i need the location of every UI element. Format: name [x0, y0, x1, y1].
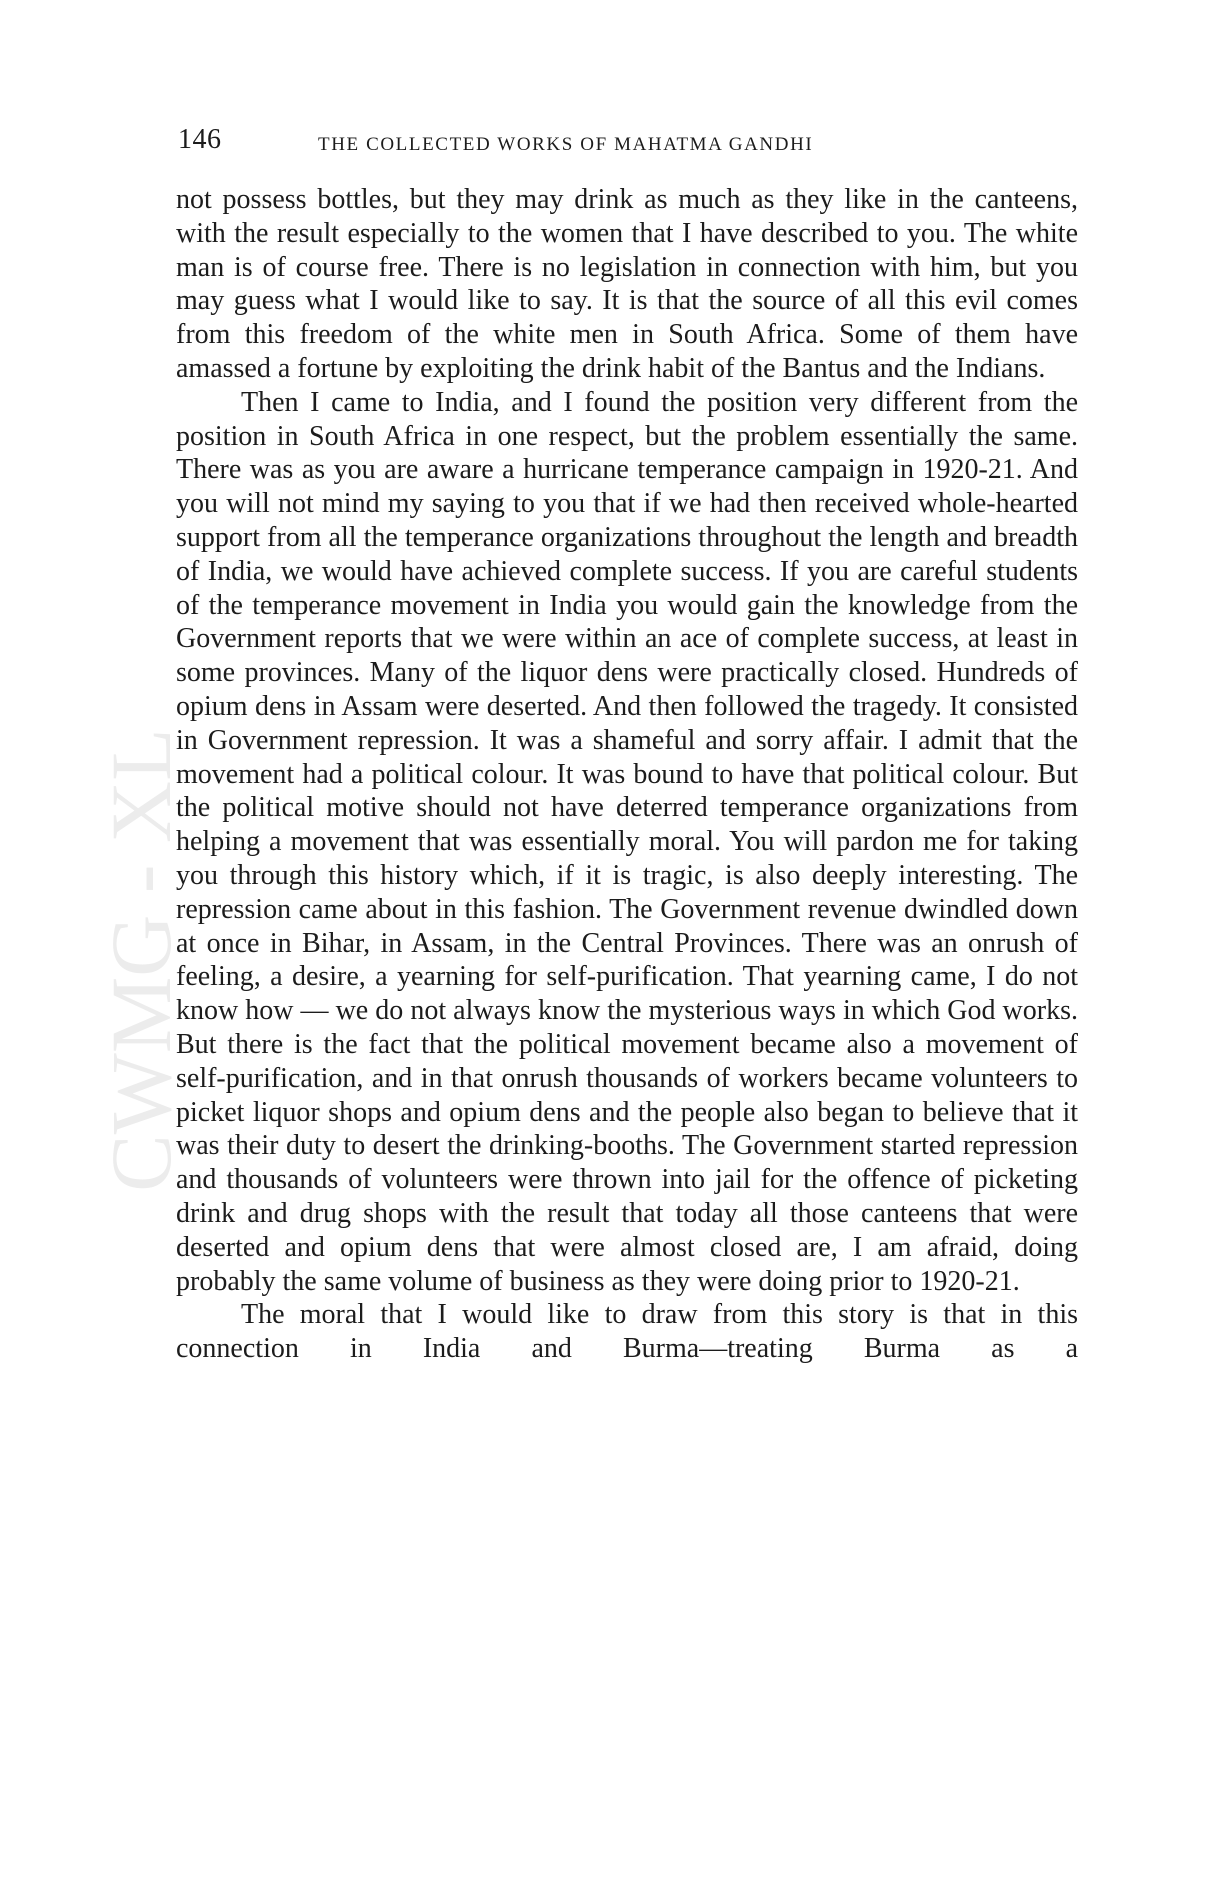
page-number: 146 — [178, 124, 222, 155]
paragraph-3: The moral that I would like to draw from this story is that in this connection in India and Burma—treating Burma as a — [176, 1299, 1078, 1365]
paragraph-1: not possess bottles, but they may drink as much as they like in the canteens, with the result especially to the women that I have described to you. The white man is of course free. There is no legislation in connection with him, but you may guess what I would like to say. It is that the source of all this evil comes from this freedom of the white men in South Africa. Some of them have amassed a fortune by exploiting the drink habit of the Bantus and the Indians. — [176, 184, 1078, 384]
body-text — [176, 183, 1078, 1366]
watermark-text: CWMG - XL — [93, 728, 189, 1192]
page-header — [178, 124, 1078, 164]
paragraph-2: Then I came to India, and I found the position very different from the position in South Africa in one respect, but the problem essentially the same. There was as you are aware a hurricane temperance campaign in 1920-21. And you will not mind my saying to you that if we had then received whole-hearted support from all the temperance organizations throughout the length and breadth of India, we would have achieved complete success. If you are careful students of the temperance movement in India you would gain the knowledge from the Government reports that we were within an ace of complete success, at least in some provinces. Many of the liquor dens were practically closed. Hundreds of opium dens in Assam were deserted. And then followed the tragedy. It consisted in Government repression. It was a shameful and sorry affair. I admit that the movement had a political colour. It was bound to have that political colour. But the political motive should not have deterred temperance organizations from helping a movement that was essentially moral. You will pardon me for taking you through this history which, if it is tragic, is also deeply interesting. The repression came about in this fashion. The Government revenue dwindled down at once in Bihar, in Assam, in the Central Provinces. There was an onrush of feeling, a desire, a yearning for self-purification. That yearning came, I do not know how — we do not always know the mysterious ways in which God works. But there is the fact that the political movement became also a movement of self-purification, and in that onrush thousands of workers became volunteers to picket liquor shops and opium dens and the people also began to believe that it was their duty to desert the drinking-booths. The Government started repression and thousands of volunteers were thrown into jail for the offence of picketing drink and drug shops with the result that today all those canteens that were deserted and opium dens that were almost closed are, I am afraid, doing probably the same volume of business as they were doing prior to 1920-21. — [176, 386, 1078, 1297]
running-head: THE COLLECTED WORKS OF MAHATMA GANDHI — [318, 134, 814, 155]
